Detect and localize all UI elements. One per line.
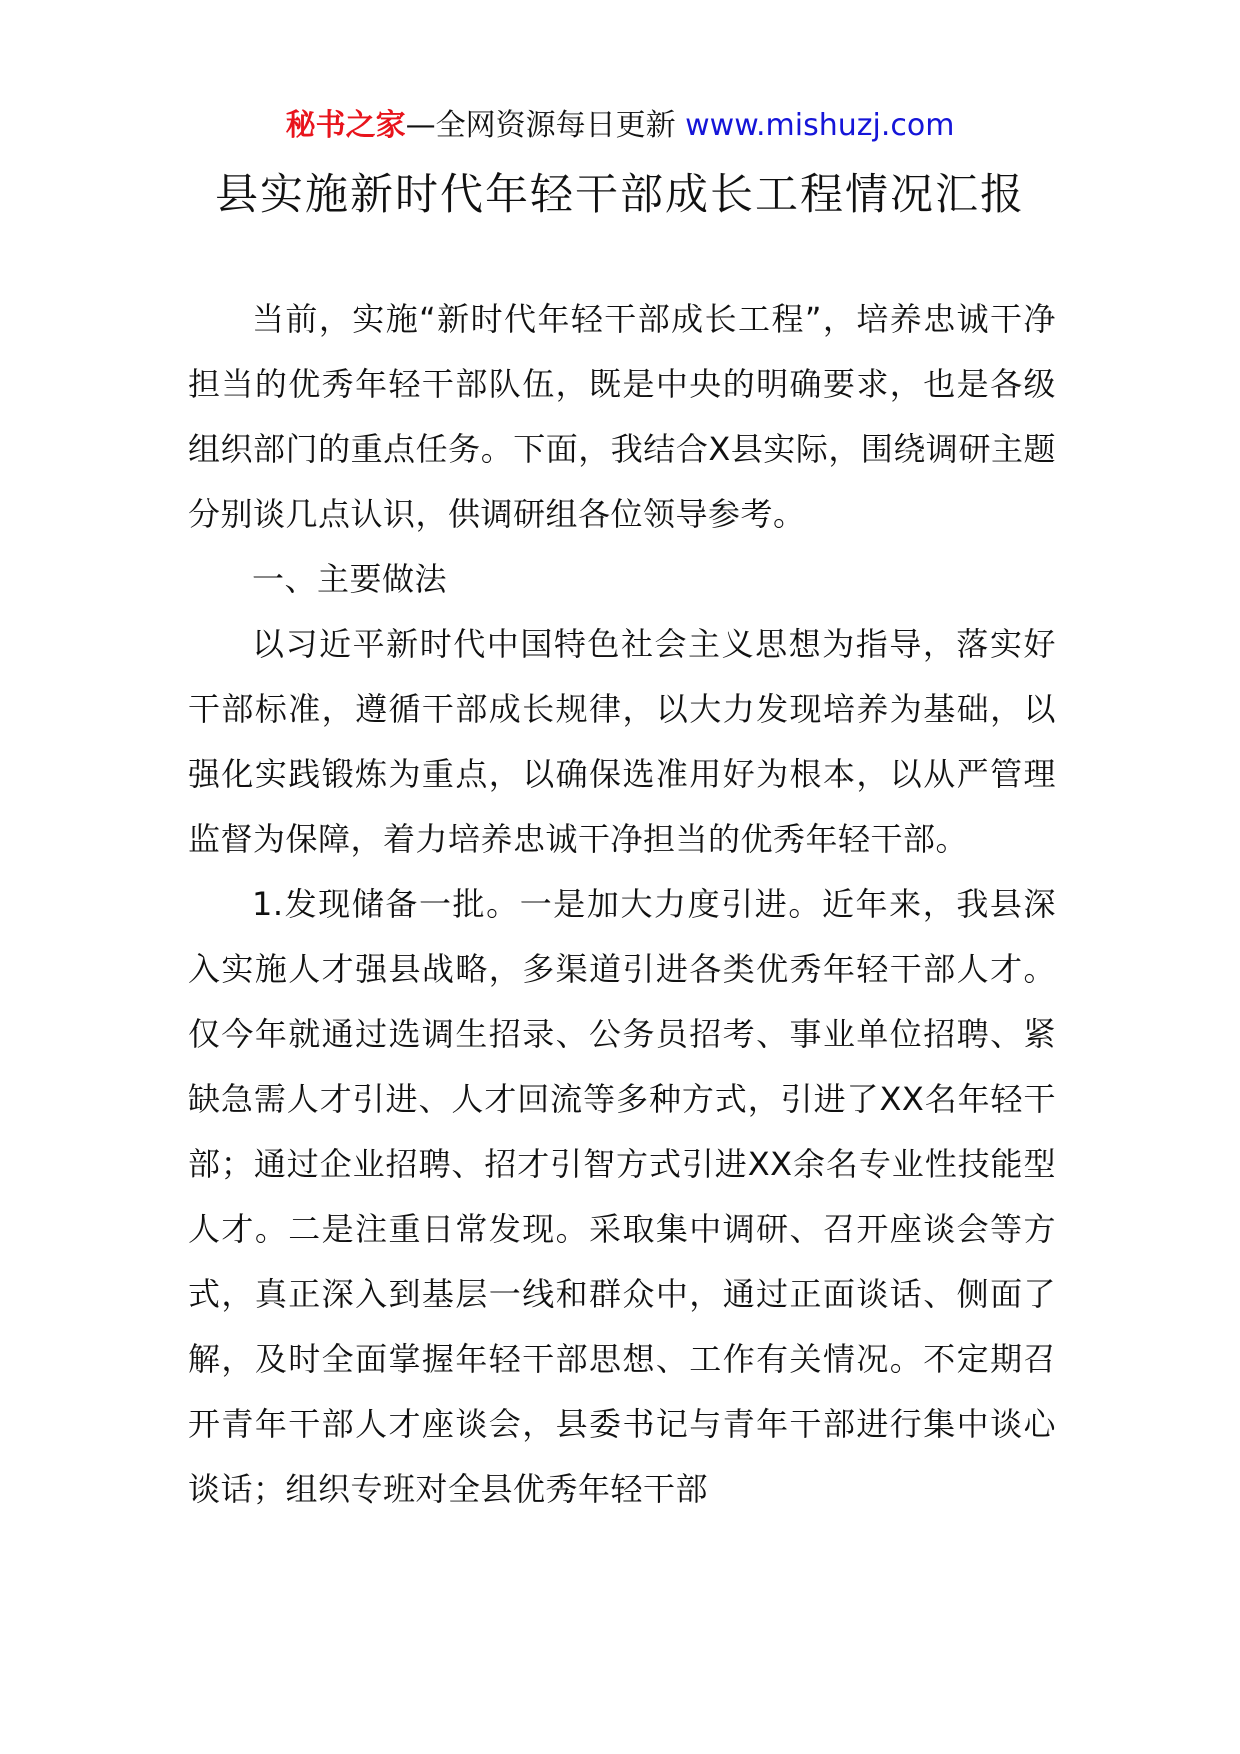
header-tagline: —全网资源每日更新 — [405, 108, 676, 143]
document-title: 县实施新时代年轻干部成长工程情况汇报 — [215, 170, 1025, 220]
body-paragraph: 1.发现储备一批。一是加大力度引进。近年来，我县深入实施人才强县战略，多渠道引进各类优秀年轻干部人才。仅今年就通过选调生招录、公务员招考、事业单位招聘、紧缺急需人才引进、人才回流等多种方式，引进了XX名年轻干部；通过企业招聘、招才引智方式引进XX余名专业性技能型人才。二是注重日常发现。采取集中调研、召开座谈会等方式，真正深入到基层一线和群众中，通过正面谈话、侧面了解，及时全面掌握年轻干部思想、工作有关情况。不定期召开青年干部人才座谈会，县委书记与青年干部进行集中谈心谈话；组织专班对全县优秀年轻干部 — [188, 885, 1056, 1508]
document-body — [188, 287, 1056, 1522]
intro-paragraph: 当前，实施“新时代年轻干部成长工程”，培养忠诚干净担当的优秀年轻干部队伍，既是中央的明确要求，也是各级组织部门的重点任务。下面，我结合X县实际，围绕调研主题分别谈几点认识，供调研组各位领导参考。 — [188, 300, 1056, 533]
brand-name: 秘书之家 — [285, 108, 406, 143]
header-banner — [0, 104, 1240, 148]
body-paragraph: 以习近平新时代中国特色社会主义思想为指导，落实好干部标准，遵循干部成长规律，以大力发现培养为基础，以强化实践锻炼为重点，以确保选准用好为根本，以从严管理监督为保障，着力培养忠诚干净担当的优秀年轻干部。 — [188, 625, 1056, 858]
section-heading: 一、主要做法 — [252, 560, 448, 598]
site-url-link[interactable]: www.mishuzj.com — [685, 108, 955, 143]
